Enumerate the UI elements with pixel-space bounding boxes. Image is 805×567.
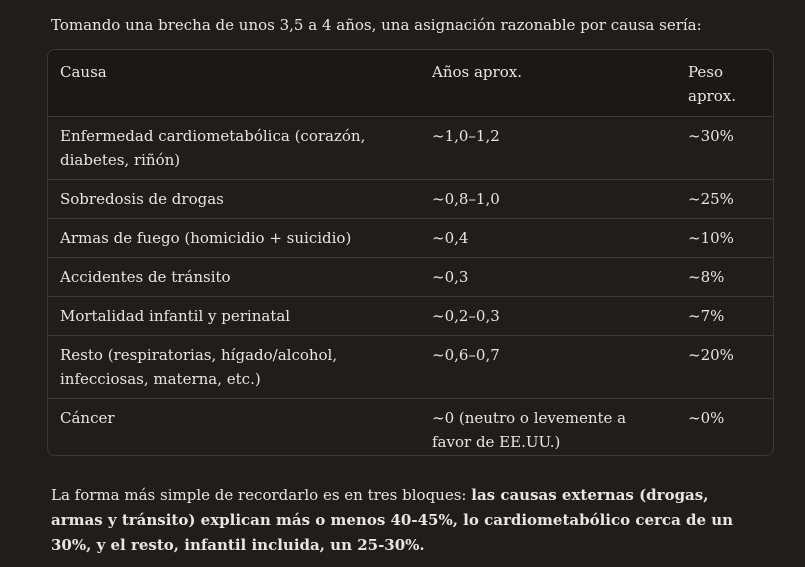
table-row [48,180,774,219]
intro-text: Tomando una brecha de unos 3,5 a 4 años, una asignación razonable por causa sería: [51,16,702,34]
summary-bold-text: las causas externas (drogas, armas y tránsito) explican más o menos 40-45%, lo cardiometabólico cerca de un 30%, y el resto, infantil incluida, un 25-30%. [51,486,734,554]
summary-plain-text: La forma más simple de recordarlo es en tres bloques: [51,486,472,504]
cell-peso: ~0% [688,409,725,427]
cell-anos: ~0,2–0,3 [432,307,500,325]
cell-causa: Cáncer [60,409,115,427]
cell-peso: ~30% [688,127,734,145]
cell-causa: Mortalidad infantil y perinatal [60,307,291,325]
cell-peso: ~10% [688,229,734,247]
cell-anos: ~1,0–1,2 [432,127,500,145]
cell-peso: ~25% [688,190,734,208]
cell-peso: ~7% [688,307,725,325]
cell-peso: ~8% [688,268,725,286]
cell-anos: ~0,8–1,0 [432,190,500,208]
header-peso: Peso aprox. [688,63,736,105]
cell-causa: Resto (respiratorias, hígado/alcohol, infecciosas, materna, etc.) [60,346,338,388]
header-anos: Años aprox. [432,63,522,81]
table-row [48,219,774,258]
cell-causa: Enfermedad cardiometabólica (corazón, diabetes, riñón) [60,127,366,169]
cell-peso: ~20% [688,346,734,364]
cell-causa: Armas de fuego (homicidio + suicidio) [60,229,352,247]
table-row [48,258,774,297]
cell-anos: ~0 (neutro o levemente a favor de EE.UU.) [432,409,627,451]
cell-causa: Accidentes de tránsito [60,268,231,286]
table-row [48,336,774,399]
table-row [48,399,774,457]
summary-paragraph [51,483,751,558]
table-header-row [48,50,774,117]
cell-anos: ~0,6–0,7 [432,346,500,364]
table-row [48,297,774,336]
header-causa: Causa [60,63,107,81]
causes-table [47,49,774,456]
cell-anos: ~0,4 [432,229,469,247]
cell-anos: ~0,3 [432,268,469,286]
table-row [48,117,774,180]
cell-causa: Sobredosis de drogas [60,190,224,208]
